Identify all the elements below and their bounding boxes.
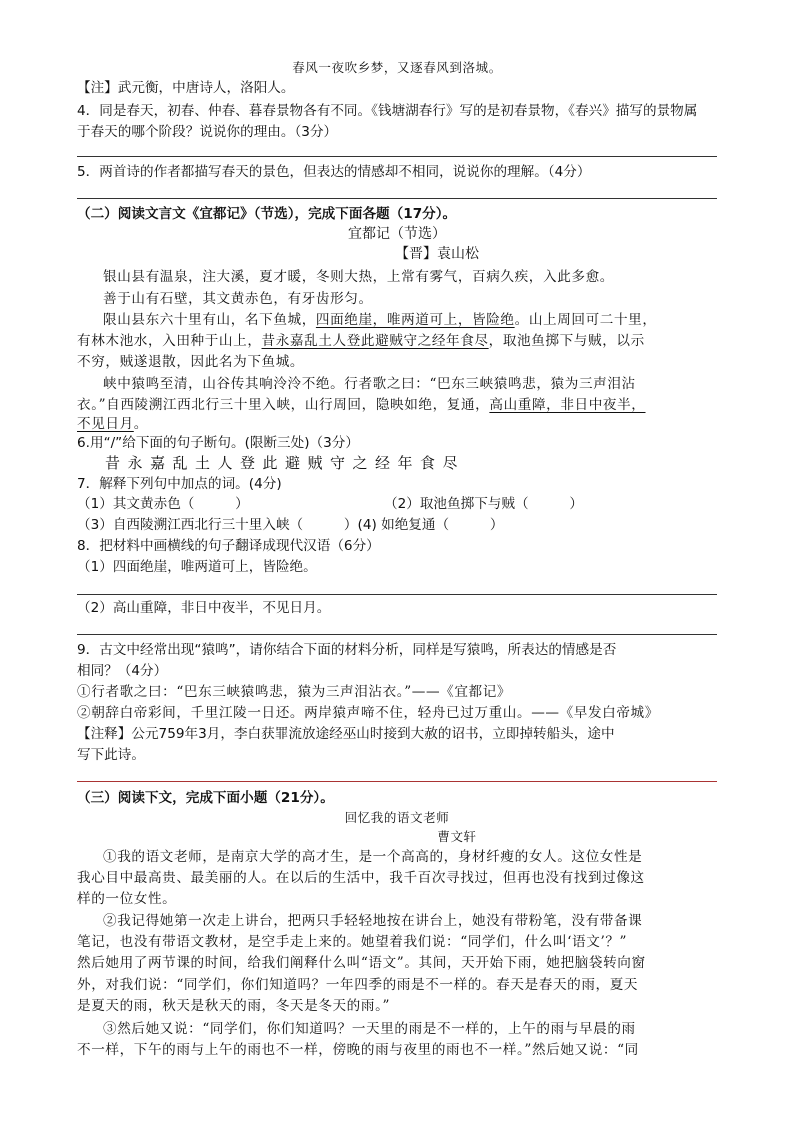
classical-paragraph-1: 银山县有温泉，注大溪，夏才暖，冬则大热，上常有雾气，百病久疾，入此多愈。: [103, 269, 614, 285]
underlined-sentence-2: 昔永嘉乱土人登此避贼守之经年食尽: [261, 333, 489, 349]
question-8: 8．把材料中画横线的句子翻译成现代汉语（6分）: [77, 538, 380, 554]
essay-paragraph-2-line3: 然后她用了两节课的时间，给我们阐释什么叫“语文”。其间，天开始下雨，她把脑袋转向窗: [77, 955, 646, 971]
note-li-bai-line2: 写下此诗。: [77, 747, 145, 763]
question-9-line1: 9．古文中经常出现“猿鸣”，请你结合下面的材料分析，同样是写猿鸣，所表达的情感是否: [77, 642, 617, 658]
answer-line-q9: [77, 781, 717, 782]
answer-line-q8-2: [77, 634, 717, 635]
question-7-items-3-4: （3）自西陵溯江西北行三十里入峡（ ）(4) 如绝复通（ ）: [77, 517, 504, 533]
classical-paragraph-2: 善于山有石壁，其文黄赤色，有牙齿形匀。: [103, 291, 373, 307]
classical-paragraph-3-line2: 有林木池水，入田种于山上，昔永嘉乱土人登此避贼守之经年食尽，取池鱼掷下与贼，以示: [77, 333, 645, 349]
question-4-line1: 4．同是春天，初春、仲春、暮春景物各有不同。《钱塘湖春行》写的是初春景物，《春兴》描写的景物属: [77, 103, 698, 119]
classical-paragraph-4-line1: 峡中猿鸣至清，山谷传其响泠泠不绝。行者歌之曰：“巴东三峡猿鸣悲，猿为三声泪沾: [103, 376, 636, 392]
underlined-sentence-1: 四面绝崖，唯两道可上，皆险绝: [315, 312, 515, 328]
note-wu-yuanheng: 【注】武元衡，中唐诗人，洛阳人。: [77, 80, 295, 96]
underlined-sentence-3: 高山重障，非日中夜半，: [489, 397, 646, 413]
question-4-line2: 于春天的哪个阶段？说说你的理由。（3分）: [77, 124, 338, 140]
essay-paragraph-2-line2: 笔记，也没有带语文教材，是空手走上来的。她望着我们说：“同学们，什么叫‘语文’？”: [77, 934, 628, 950]
answer-line-q5: [77, 198, 717, 199]
question-6-sentence: 昔永嘉乱土人登此避贼守之经年食尽: [105, 454, 466, 472]
poem-header-line: 春风一夜吹乡梦，又逐春风到洛城。: [292, 60, 502, 75]
classical-text-title: 宜都记（节选）: [348, 226, 446, 242]
essay-paragraph-3-line1: ③然后她又说：“同学们，你们知道吗？一天里的雨是不一样的，上午的雨与早晨的雨: [103, 1021, 636, 1037]
classical-text-author: 【晋】袁山松: [395, 246, 479, 262]
classical-paragraph-3-line1: 限山县东六十里有山，名下鱼城，四面绝崖，唯两道可上，皆险绝。山上周回可二十里，: [103, 312, 657, 328]
question-8-item-2: （2）高山重障，非日中夜半，不见日月。: [77, 600, 331, 616]
essay-title: 回忆我的语文老师: [344, 810, 450, 825]
answer-line-q4: [77, 156, 717, 157]
section-3-heading: （三）阅读下文，完成下面小题（21分）。: [77, 790, 334, 806]
question-7: 7．解释下列句中加点的词。(4分): [77, 476, 282, 492]
answer-line-q8-1: [77, 594, 717, 595]
essay-paragraph-2-line1: ②我记得她第一次走上讲台，把两只手轻轻地按在讲台上，她没有带粉笔，没有带备课: [103, 913, 643, 929]
section-2-heading: （二）阅读文言文《宜都记》（节选），完成下面各题（17分）。: [77, 206, 457, 222]
essay-paragraph-1-line2: 我心目中最高贵、最美丽的人。在以后的生活中，我千百次寻找过，但再也没有找到过像这: [77, 870, 645, 886]
question-7-item-2: （2）取池鱼掷下与贼（ ）: [384, 496, 583, 512]
note-li-bai-line1: 【注释】公元759年3月，李白获罪流放途经巫山时接到大赦的诏书，立即掉转船头，途中: [77, 726, 615, 742]
classical-paragraph-4-line2: 衣。”自西陵溯江西北行三十里入峡，山行周回，隐映如绝，复通，高山重障，非日中夜半，: [77, 397, 646, 413]
material-2: ②朝辞白帝彩间，千里江陵一日还。两岸猿声啼不住，轻舟已过万重山。——《早发白帝城》: [77, 705, 659, 721]
question-7-item-1: （1）其文黄赤色（ ）: [77, 496, 249, 512]
essay-author: 曹文轩: [437, 829, 477, 844]
question-8-item-1: （1）四面绝崖，唯两道可上，皆险绝。: [77, 559, 317, 575]
question-6: 6.用“/”给下面的句子断句。(限断三处)（3分）: [77, 435, 359, 451]
essay-paragraph-3-line2: 不一样，下午的雨与上午的雨也不一样，傍晚的雨与夜里的雨也不一样。”然后她又说：“同: [77, 1042, 639, 1058]
essay-paragraph-2-line4: 外，对我们说：“同学们，你们知道吗？一年四季的雨是不一样的。春天是春天的雨，夏天: [77, 977, 639, 993]
essay-paragraph-1-line3: 样的一位女性。: [77, 891, 177, 907]
essay-paragraph-1-line1: ①我的语文老师，是南京大学的高才生，是一个高高的，身材纤瘦的女人。这位女性是: [103, 849, 643, 865]
classical-paragraph-3-line3: 不穷，贼遂退散，因此名为下鱼城。: [77, 354, 305, 370]
essay-paragraph-2-line5: 是夏天的雨，秋天是秋天的雨，冬天是冬天的雨。”: [77, 998, 391, 1014]
question-5: 5．两首诗的作者都描写春天的景色，但表达的情感却不相同，说说你的理解。（4分）: [77, 164, 591, 180]
underlined-sentence-3-end: 不见日月: [77, 416, 134, 432]
material-1: ①行者歌之曰：“巴东三峡猿鸣悲，猿为三声泪沾衣。”——《宜都记》: [77, 684, 512, 700]
question-9-line2: 相同？（4分）: [77, 663, 168, 679]
classical-paragraph-4-line3: 不见日月。: [77, 416, 148, 432]
